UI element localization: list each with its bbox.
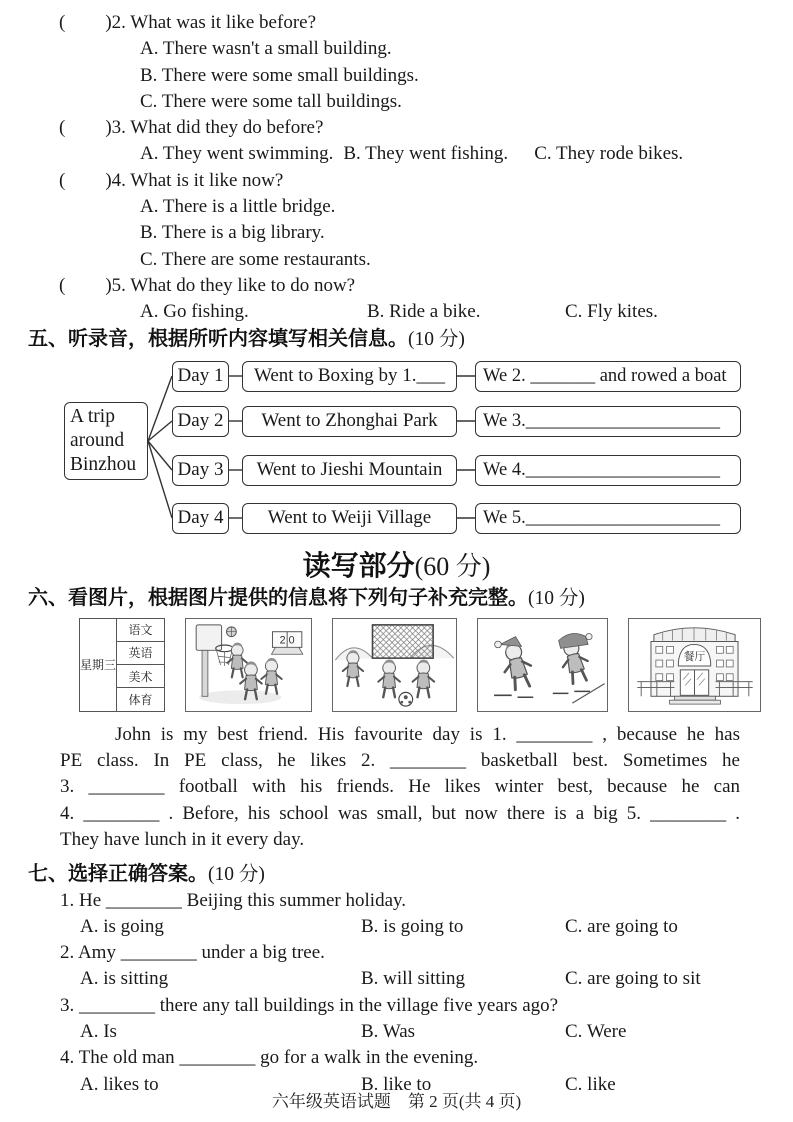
question-4-option-a: A. There is a little bridge. bbox=[140, 196, 336, 218]
choice-question-2: 2. Amy ________ under a big tree. bbox=[60, 942, 325, 964]
schedule-subject-pe: 体育 bbox=[117, 688, 165, 711]
section-5-heading bbox=[0, 326, 793, 353]
listening-questions-block bbox=[0, 0, 793, 326]
football-scene-illustration bbox=[333, 619, 456, 709]
q1-option-c: C. are going to bbox=[565, 915, 678, 937]
question-4-option-b: B. There is a big library. bbox=[140, 222, 325, 244]
choice-question-2-options bbox=[0, 966, 793, 992]
section-7-title: 七、选择正确答案。 bbox=[28, 862, 208, 885]
q2-option-a: A. is sitting bbox=[80, 968, 169, 990]
question-2-option-c: C. There were some tall buildings. bbox=[140, 90, 402, 112]
diagram-day3-box: Day 3 bbox=[172, 455, 229, 486]
q4-option-a: A. likes to bbox=[80, 1073, 159, 1095]
diagram-day2-result-box: We 3._____________________ bbox=[475, 406, 741, 437]
basketball-picture bbox=[185, 618, 312, 712]
question-5-option-a: A. Go fishing. bbox=[140, 301, 249, 323]
restaurant-sign-text: 餐厅 bbox=[683, 650, 706, 663]
section-5-title: 五、听录音，根据所听内容填写相关信息。 bbox=[28, 327, 408, 350]
restaurant-picture bbox=[628, 618, 761, 712]
paragraph-line-4: 4. ________ . Before, his school was small, but now there is a big 5. ________ . bbox=[60, 802, 740, 824]
question-4-text: )4. What is it like now? bbox=[105, 169, 284, 191]
answer-paren: ( bbox=[59, 169, 66, 191]
skating-picture bbox=[477, 618, 608, 712]
section-7-questions bbox=[0, 888, 793, 1098]
question-2-option-a: A. There wasn't a small building. bbox=[140, 38, 392, 60]
choice-question-3: 3. ________ there any tall buildings in the village five years ago? bbox=[60, 994, 559, 1016]
schedule-day-cell: 星期三 bbox=[80, 618, 117, 711]
page-footer: 六年级英语试题 第 2 页(共 4 页) bbox=[271, 1092, 522, 1111]
diagram-day4-result-box: We 5._____________________ bbox=[475, 503, 741, 534]
question-2 bbox=[0, 10, 793, 36]
section-7-score: (10 分) bbox=[208, 863, 265, 885]
diagram-root-box: A trip around Binzhou bbox=[64, 402, 148, 480]
choice-question-1-options bbox=[0, 914, 793, 940]
question-2-option-b: B. There were some small buildings. bbox=[140, 64, 419, 86]
diagram-day1-box: Day 1 bbox=[172, 361, 229, 392]
picture-row bbox=[79, 618, 793, 712]
answer-paren: ( bbox=[59, 117, 66, 139]
q1-option-b: B. is going to bbox=[361, 915, 464, 937]
question-4-option-c: C. There are some restaurants. bbox=[140, 248, 371, 270]
question-3-option-c: C. They rode bikes. bbox=[534, 143, 684, 165]
diagram-day2-place-box: Went to Zhonghai Park bbox=[242, 406, 457, 437]
schedule-subject-chinese: 语文 bbox=[117, 618, 165, 641]
question-5-option-b: B. Ride a bike. bbox=[367, 301, 481, 323]
q4-option-c: C. like bbox=[565, 1073, 616, 1095]
choice-question-4: 4. The old man ________ go for a walk in the evening. bbox=[60, 1047, 479, 1069]
diagram-day3-result-box: We 4._____________________ bbox=[475, 455, 741, 486]
trip-diagram bbox=[0, 355, 793, 539]
diagram-day1-result-box: We 2. _______ and rowed a boat bbox=[475, 361, 741, 392]
question-3-options bbox=[0, 141, 793, 167]
paragraph-line-1: John is my best friend. His favourite day is 1. ________ , because he has bbox=[115, 723, 740, 745]
football-picture bbox=[332, 618, 457, 712]
q3-option-a: A. Is bbox=[80, 1021, 117, 1043]
question-3-option-b: B. They went fishing. bbox=[343, 143, 509, 165]
part2-title bbox=[0, 547, 793, 585]
schedule-table bbox=[79, 618, 165, 712]
q2-option-c: C. are going to sit bbox=[565, 968, 701, 990]
schedule-subject-art: 美术 bbox=[117, 665, 165, 688]
question-5-options bbox=[0, 299, 793, 325]
q4-option-b: B. like to bbox=[361, 1073, 432, 1095]
q3-option-c: C. Were bbox=[565, 1021, 627, 1043]
part2-title-text: 读写部分 bbox=[302, 549, 415, 581]
section-7-heading bbox=[0, 861, 793, 888]
answer-paren: ( bbox=[59, 274, 66, 296]
question-2-text: )2. What was it like before? bbox=[105, 12, 317, 33]
question-3 bbox=[0, 115, 793, 141]
choice-question-1: 1. He ________ Beijing this summer holiday. bbox=[60, 889, 407, 911]
section-6-score: (10 分) bbox=[528, 587, 585, 609]
question-4 bbox=[0, 168, 793, 194]
paragraph-line-2: PE class. In PE class, he likes 2. ________ basketball best. Sometimes he bbox=[60, 749, 740, 771]
q3-option-b: B. Was bbox=[361, 1021, 416, 1043]
cloze-paragraph bbox=[60, 722, 740, 854]
choice-question-3-options bbox=[0, 1019, 793, 1045]
basketball-scene-illustration bbox=[186, 619, 311, 709]
schedule-subject-english: 英语 bbox=[117, 641, 165, 664]
q2-option-b: B. will sitting bbox=[361, 968, 465, 990]
diagram-day4-box: Day 4 bbox=[172, 503, 229, 534]
question-5 bbox=[0, 273, 793, 299]
q1-option-a: A. is going bbox=[80, 915, 164, 937]
section-6-heading bbox=[0, 585, 793, 612]
part2-title-score: (60 分) bbox=[414, 551, 491, 581]
skating-scene-illustration bbox=[478, 619, 607, 709]
section-5-score: (10 分) bbox=[408, 328, 465, 350]
scoreboard-score-text: 2 0 bbox=[279, 634, 295, 647]
diagram-day4-place-box: Went to Weiji Village bbox=[242, 503, 457, 534]
answer-paren: ( bbox=[59, 12, 66, 33]
diagram-day2-box: Day 2 bbox=[172, 406, 229, 437]
restaurant-building-illustration bbox=[629, 619, 760, 709]
paragraph-line-3: 3. ________ football with his friends. He likes winter best, because he can bbox=[60, 776, 740, 798]
diagram-day1-place-box: Went to Boxing by 1.___ bbox=[242, 361, 457, 392]
section-6-title: 六、看图片，根据图片提供的信息将下列句子补充完整。 bbox=[28, 586, 528, 609]
diagram-day3-place-box: Went to Jieshi Mountain bbox=[242, 455, 457, 486]
question-3-text: )3. What did they do before? bbox=[105, 117, 324, 139]
question-5-text: )5. What do they like to do now? bbox=[105, 274, 356, 296]
paragraph-line-5: They have lunch in it every day. bbox=[60, 829, 305, 851]
question-5-option-c: C. Fly kites. bbox=[565, 301, 658, 323]
question-3-option-a: A. They went swimming. bbox=[140, 143, 334, 165]
